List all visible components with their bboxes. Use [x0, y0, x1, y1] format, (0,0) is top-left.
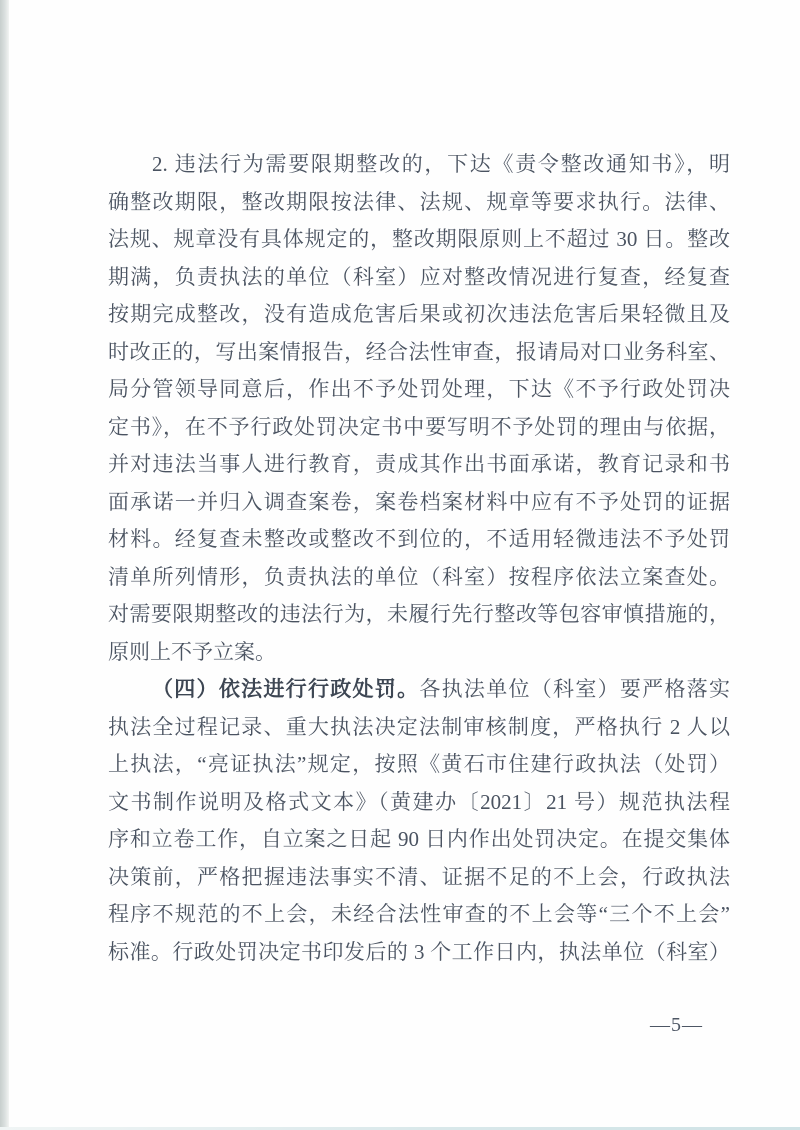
body-line: 文书制作说明及格式文本》（黄建办〔2021〕21 号）规范执法程 — [108, 789, 730, 814]
page-number: —5— — [650, 1014, 703, 1036]
section-4-heading: （四）依法进行行政处罚。 — [152, 677, 420, 701]
body-line: 局分管领导同意后，作出不予处罚处理，下达《不予行政处罚决 — [108, 377, 730, 401]
scan-edge-left — [0, 0, 9, 1130]
body-line: 确整改期限，整改期限按法律、法规、规章等要求执行。法律、 — [108, 189, 730, 214]
body-line: 程序不规范的不上会，未经合法性审查的不上会等“三个不上会” — [108, 902, 730, 926]
body-line: 定书》，在不予行政处罚决定书中要写明不予处罚的理由与依据， — [108, 414, 730, 439]
body-line: 对需要限期整改的违法行为，未履行先行整改等包容审慎措施的， — [108, 602, 730, 626]
body-line: 期满，负责执法的单位（科室）应对整改情况进行复查，经复查 — [108, 264, 730, 289]
body-line: 材料。经复查未整改或整改不到位的，不适用轻微违法不予处罚 — [108, 527, 730, 551]
body-line: 原则上不予立案。 — [108, 639, 276, 664]
body-line: 清单所列情形，负责执法的单位（科室）按程序依法立案查处。 — [108, 564, 730, 589]
body-line: 时改正的，写出案情报告，经合法性审查，报请局对口业务科室、 — [108, 339, 730, 364]
body-line: 2. 违法行为需要限期整改的，下达《责令整改通知书》，明 — [152, 152, 730, 176]
document-body — [108, 146, 730, 971]
body-line: 法规、规章没有具体规定的，整改期限原则上不超过 30 日。整改 — [108, 227, 730, 251]
body-line: 按期完成整改，没有造成危害后果或初次违法危害后果轻微且及 — [108, 302, 730, 326]
body-line: 面承诺一并归入调查案卷，案卷档案材料中应有不予处罚的证据 — [108, 489, 730, 514]
body-line: 执法全过程记录、重大执法决定法制审核制度，严格执行 2 人以 — [108, 714, 730, 739]
body-line-text: 各执法单位（科室）要严格落实 — [419, 677, 730, 701]
body-line: 并对违法当事人进行教育，责成其作出书面承诺，教育记录和书 — [108, 452, 730, 476]
body-line: 决策前，严格把握违法事实不清、证据不足的不上会，行政执法 — [108, 864, 730, 889]
body-line — [108, 671, 730, 709]
body-line: 序和立卷工作，自立案之日起 90 日内作出处罚决定。在提交集体 — [108, 827, 730, 851]
body-line: 上执法，“亮证执法”规定，按照《黄石市住建行政执法（处罚） — [108, 752, 730, 776]
body-line: 标准。行政处罚决定书印发后的 3 个工作日内，执法单位（科室） — [108, 939, 730, 964]
